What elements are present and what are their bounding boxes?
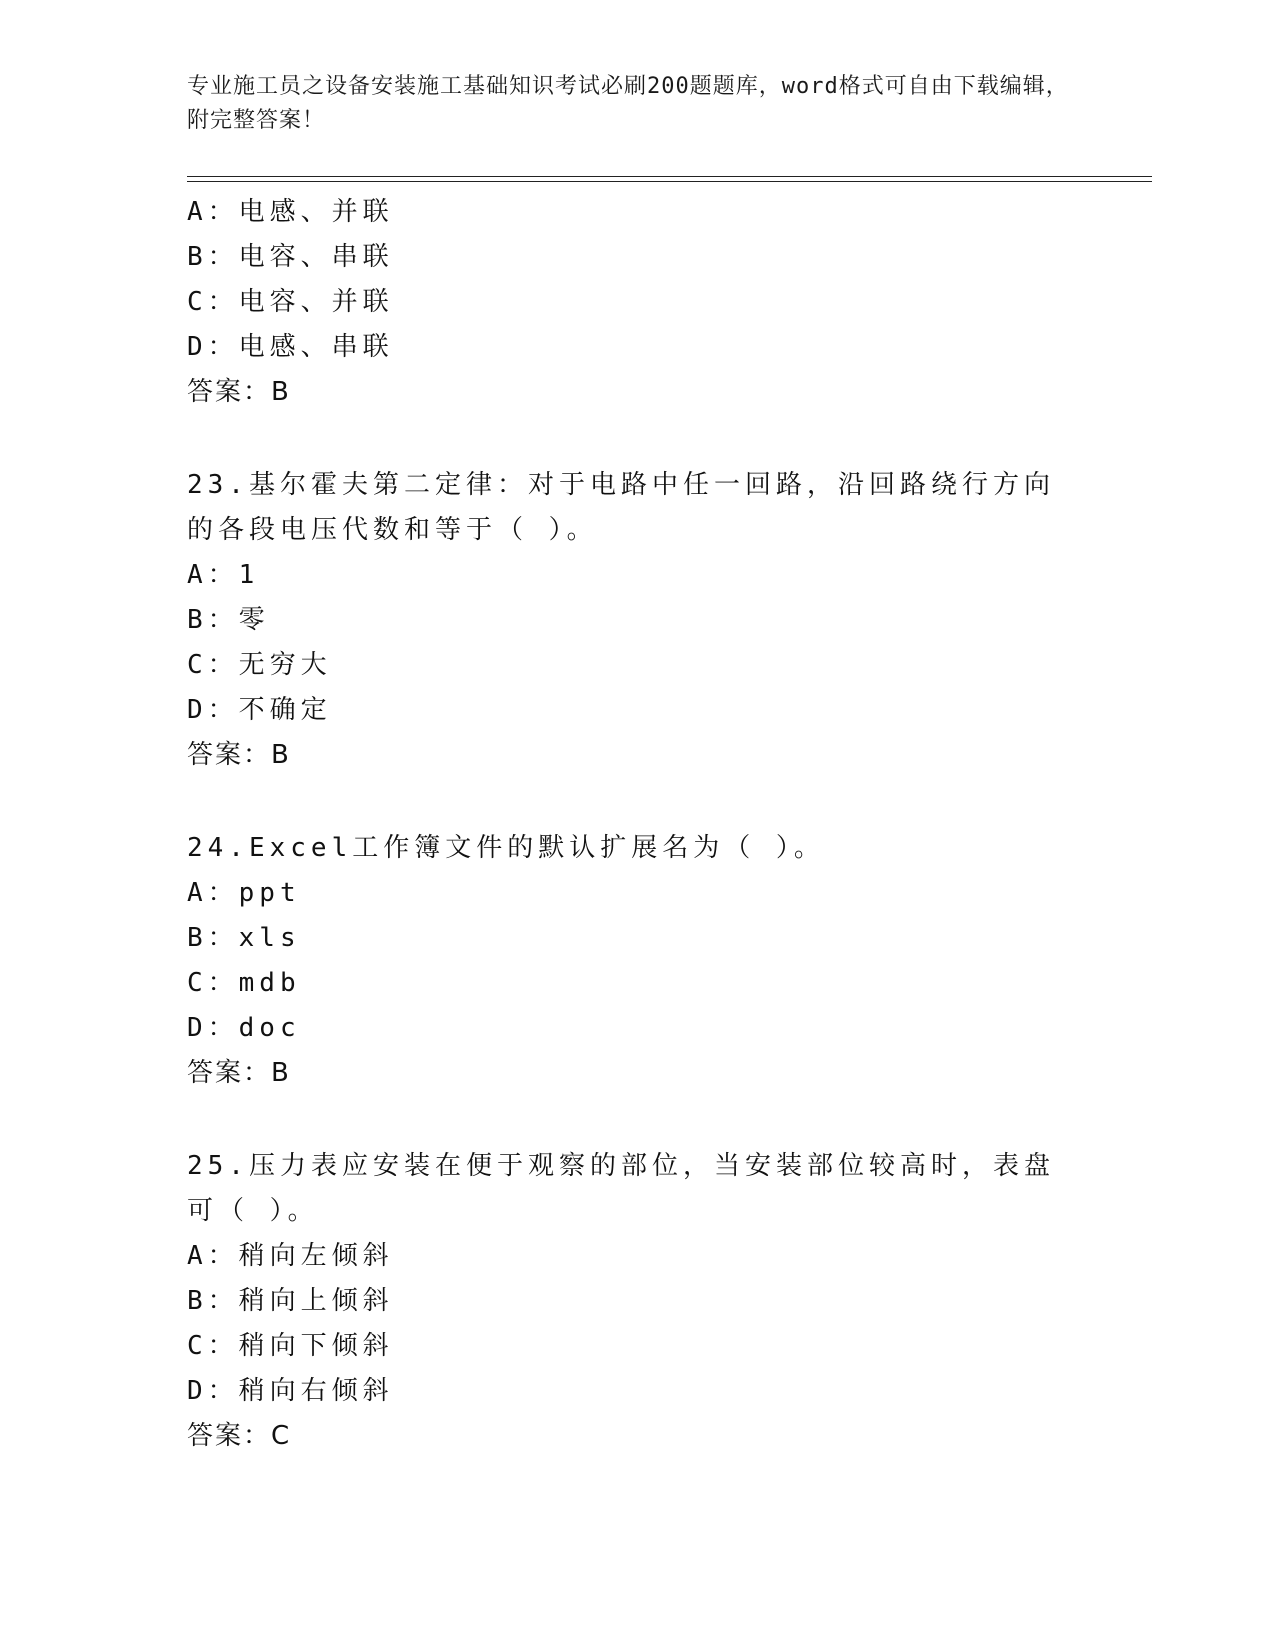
question-list	[187, 190, 1087, 1459]
option-c: C：无穷大	[187, 650, 332, 680]
answer: 答案：B	[187, 740, 291, 770]
answer: 答案：C	[187, 1421, 292, 1451]
option-c: C：稍向下倾斜	[187, 1331, 394, 1361]
question-25	[187, 1144, 1087, 1459]
option-d: D：doc	[187, 1013, 301, 1043]
document-header: 专业施工员之设备安装施工基础知识考试必刷200题题库，word格式可自由下载编辑，附完整答案！	[187, 74, 1069, 133]
option-a: A：稍向左倾斜	[187, 1241, 394, 1271]
spacer	[187, 1096, 1087, 1144]
header-divider-bottom	[187, 181, 1152, 182]
option-a: A：1	[187, 560, 260, 590]
option-d: D：电感、串联	[187, 332, 394, 362]
option-d: D：稍向右倾斜	[187, 1376, 394, 1406]
question-text: 24.Excel工作簿文件的默认扩展名为（ ）。	[187, 833, 825, 863]
option-b: B：xls	[187, 923, 301, 953]
option-d: D：不确定	[187, 695, 332, 725]
spacer	[187, 415, 1087, 463]
option-b: B：稍向上倾斜	[187, 1286, 394, 1316]
option-a: A：电感、并联	[187, 197, 394, 227]
option-b: B：零	[187, 605, 270, 635]
question-24	[187, 826, 1087, 1096]
option-a: A：ppt	[187, 878, 301, 908]
answer: 答案：B	[187, 1058, 291, 1088]
question-text: 23.基尔霍夫第二定律：对于电路中任一回路，沿回路绕行方向的各段电压代数和等于（ ）。	[187, 470, 1055, 545]
header-divider-top	[187, 176, 1152, 177]
question-23	[187, 463, 1087, 778]
question-text: 25.压力表应安装在便于观察的部位，当安装部位较高时，表盘可（ ）。	[187, 1151, 1055, 1226]
question-22	[187, 190, 1087, 415]
option-c: C：mdb	[187, 968, 301, 998]
option-c: C：电容、并联	[187, 287, 394, 317]
answer: 答案：B	[187, 377, 291, 407]
spacer	[187, 778, 1087, 826]
option-b: B：电容、串联	[187, 242, 394, 272]
